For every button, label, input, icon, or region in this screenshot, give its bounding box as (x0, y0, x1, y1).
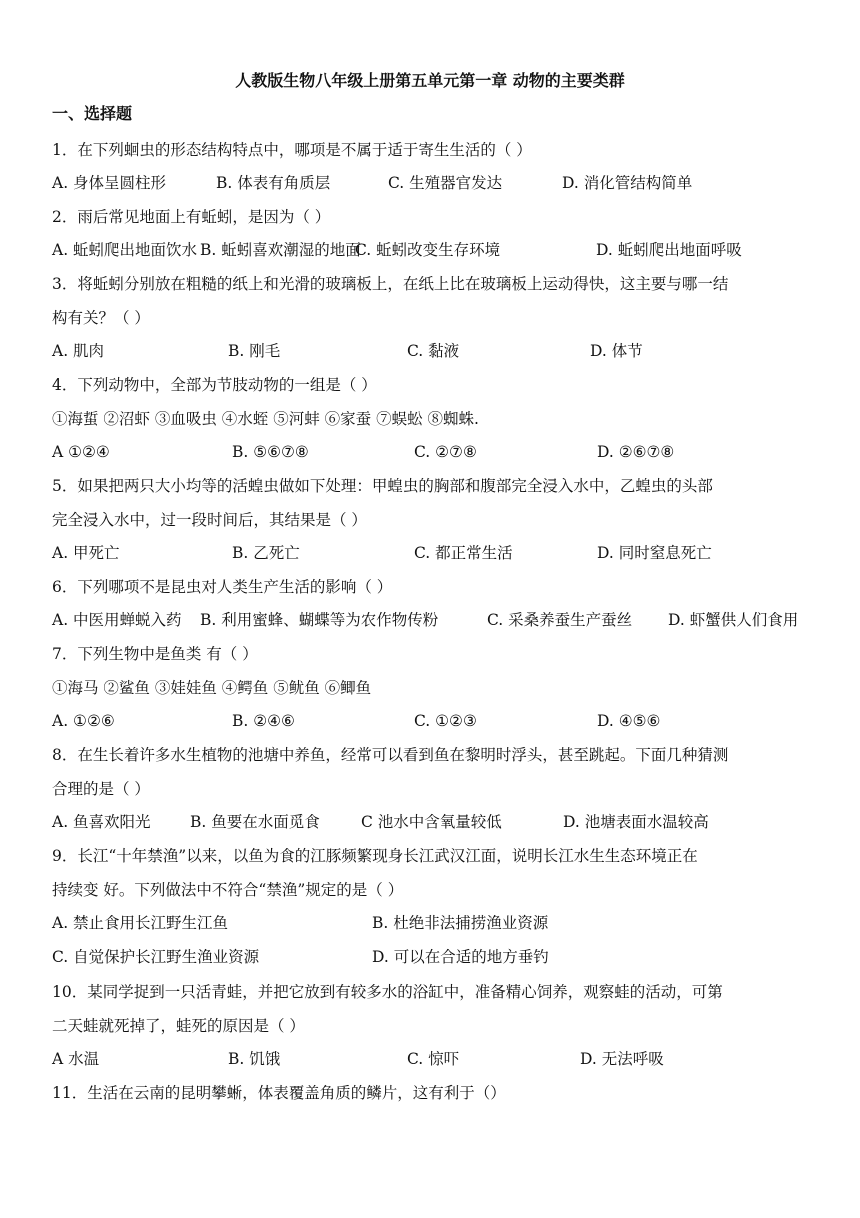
question-7-option-D: D. ④⑤⑥ (597, 712, 661, 730)
question-9-option-C: C. 自觉保护长江野生渔业资源 (52, 948, 260, 966)
question-3-option-D: D. 体节 (590, 342, 643, 360)
question-4-option-A: A ①②④ (52, 443, 110, 461)
question-6-option-B: B. 利用蜜蜂、蝴蝶等为农作物传粉 (200, 611, 439, 629)
question-4-stem-line: ①海蜇 ②沼虾 ③血吸虫 ④水蛭 ⑤河蚌 ⑥家蚕 ⑦蜈蚣 ⑧蜘蛛. (52, 410, 479, 428)
question-2-stem-line: 2．雨后常见地面上有蚯蚓，是因为（ ） (52, 208, 331, 226)
question-2-option-B: B. 蚯蚓喜欢潮湿的地面 (200, 241, 361, 259)
question-1-option-B: B. 体表有角质层 (216, 174, 331, 192)
question-6-option-A: A. 中医用蝉蜕入药 (52, 611, 182, 629)
question-1-stem-line: 1．在下列蛔虫的形态结构特点中，哪项是不属于适于寄生生活的（ ） (52, 141, 532, 159)
question-3-option-C: C. 黏液 (407, 342, 460, 360)
question-5-stem-line: 完全浸入水中，过一段时间后，其结果是（ ） (52, 511, 367, 529)
question-1-option-D: D. 消化管结构简单 (562, 174, 693, 192)
question-2-option-C: C. 蚯蚓改变生存环境 (355, 241, 501, 259)
question-7-option-B: B. ②④⑥ (232, 712, 295, 730)
question-1-option-C: C. 生殖器官发达 (388, 174, 503, 192)
question-4-stem-line: 4．下列动物中，全部为节肢动物的一组是（ ） (52, 376, 377, 394)
question-4-option-D: D. ②⑥⑦⑧ (597, 443, 675, 461)
question-9-stem-line: 持续变 好。下列做法中不符合“禁渔”规定的是（ ） (52, 881, 404, 899)
question-8-option-D: D. 池塘表面水温较高 (563, 813, 709, 831)
question-3-stem-line: 3．将蚯蚓分别放在粗糙的纸上和光滑的玻璃板上，在纸上比在玻璃板上运动得快，这主要与哪一结 (52, 275, 729, 293)
document-title: 人教版生物八年级上册第五单元第一章 动物的主要类群 (235, 71, 625, 90)
question-5-stem-line: 5．如果把两只大小均等的活蝗虫做如下处理：甲蝗虫的胸部和腹部完全浸入水中，乙蝗虫的头部 (52, 477, 713, 495)
question-10-stem-line: 二天蛙就死掉了，蛙死的原因是（ ） (52, 1017, 305, 1035)
question-7-stem-line: 7．下列生物中是鱼类 有（ ） (52, 645, 258, 663)
question-7-option-A: A. ①②⑥ (52, 712, 115, 730)
question-6-option-D: D. 虾蟹供人们食用 (668, 611, 799, 629)
question-5-option-C: C. 都正常生活 (414, 544, 513, 562)
question-8-stem-line: 8．在生长着许多水生植物的池塘中养鱼，经常可以看到鱼在黎明时浮头，甚至跳起。下面几种猜测 (52, 746, 729, 764)
question-8-option-C: C 池水中含氧量较低 (361, 813, 502, 831)
question-10-option-D: D. 无法呼吸 (580, 1050, 664, 1068)
question-3-stem-line: 构有关？（ ） (52, 309, 150, 327)
question-8-option-B: B. 鱼要在水面觅食 (190, 813, 320, 831)
question-6-stem-line: 6．下列哪项不是昆虫对人类生产生活的影响（ ） (52, 578, 393, 596)
question-9-option-D: D. 可以在合适的地方垂钓 (372, 948, 549, 966)
question-10-option-B: B. 饥饿 (228, 1050, 281, 1068)
question-6-option-C: C. 采桑养蚕生产蚕丝 (487, 611, 633, 629)
question-10-option-C: C. 惊吓 (407, 1050, 460, 1068)
question-5-option-B: B. 乙死亡 (232, 544, 300, 562)
section-heading: 一、选择题 (52, 104, 133, 123)
question-4-option-C: C. ②⑦⑧ (414, 443, 477, 461)
question-4-option-B: B. ⑤⑥⑦⑧ (232, 443, 309, 461)
question-7-option-C: C. ①②③ (414, 712, 477, 730)
question-8-stem-line: 合理的是（ ） (52, 780, 150, 798)
question-10-stem-line: 10．某同学捉到一只活青蛙，并把它放到有较多水的浴缸中，准备精心饲养，观察蛙的活动，可第 (52, 983, 723, 1001)
question-3-option-A: A. 肌肉 (52, 342, 105, 360)
question-1-option-A: A. 身体呈圆柱形 (52, 174, 167, 192)
question-9-option-B: B. 杜绝非法捕捞渔业资源 (372, 914, 549, 932)
question-8-option-A: A. 鱼喜欢阳光 (52, 813, 151, 831)
question-9-stem-line: 9．长江“十年禁渔”以来，以鱼为食的江豚频繁现身长江武汉江面，说明长江水生生态环境正在 (52, 847, 698, 865)
question-2-option-D: D. 蚯蚓爬出地面呼吸 (596, 241, 742, 259)
question-10-option-A: A 水温 (52, 1050, 100, 1068)
question-7-stem-line: ①海马 ②鲨鱼 ③娃娃鱼 ④鳄鱼 ⑤鱿鱼 ⑥鲫鱼 (52, 679, 372, 697)
question-5-option-A: A. 甲死亡 (52, 544, 120, 562)
question-5-option-D: D. 同时窒息死亡 (597, 544, 712, 562)
question-2-option-A: A. 蚯蚓爬出地面饮水 (52, 241, 198, 259)
question-11-stem-line: 11．生活在云南的昆明攀蜥，体表覆盖角质的鳞片，这有利于（） (52, 1084, 506, 1102)
question-9-option-A: A. 禁止食用长江野生江鱼 (52, 914, 229, 932)
question-3-option-B: B. 刚毛 (228, 342, 281, 360)
